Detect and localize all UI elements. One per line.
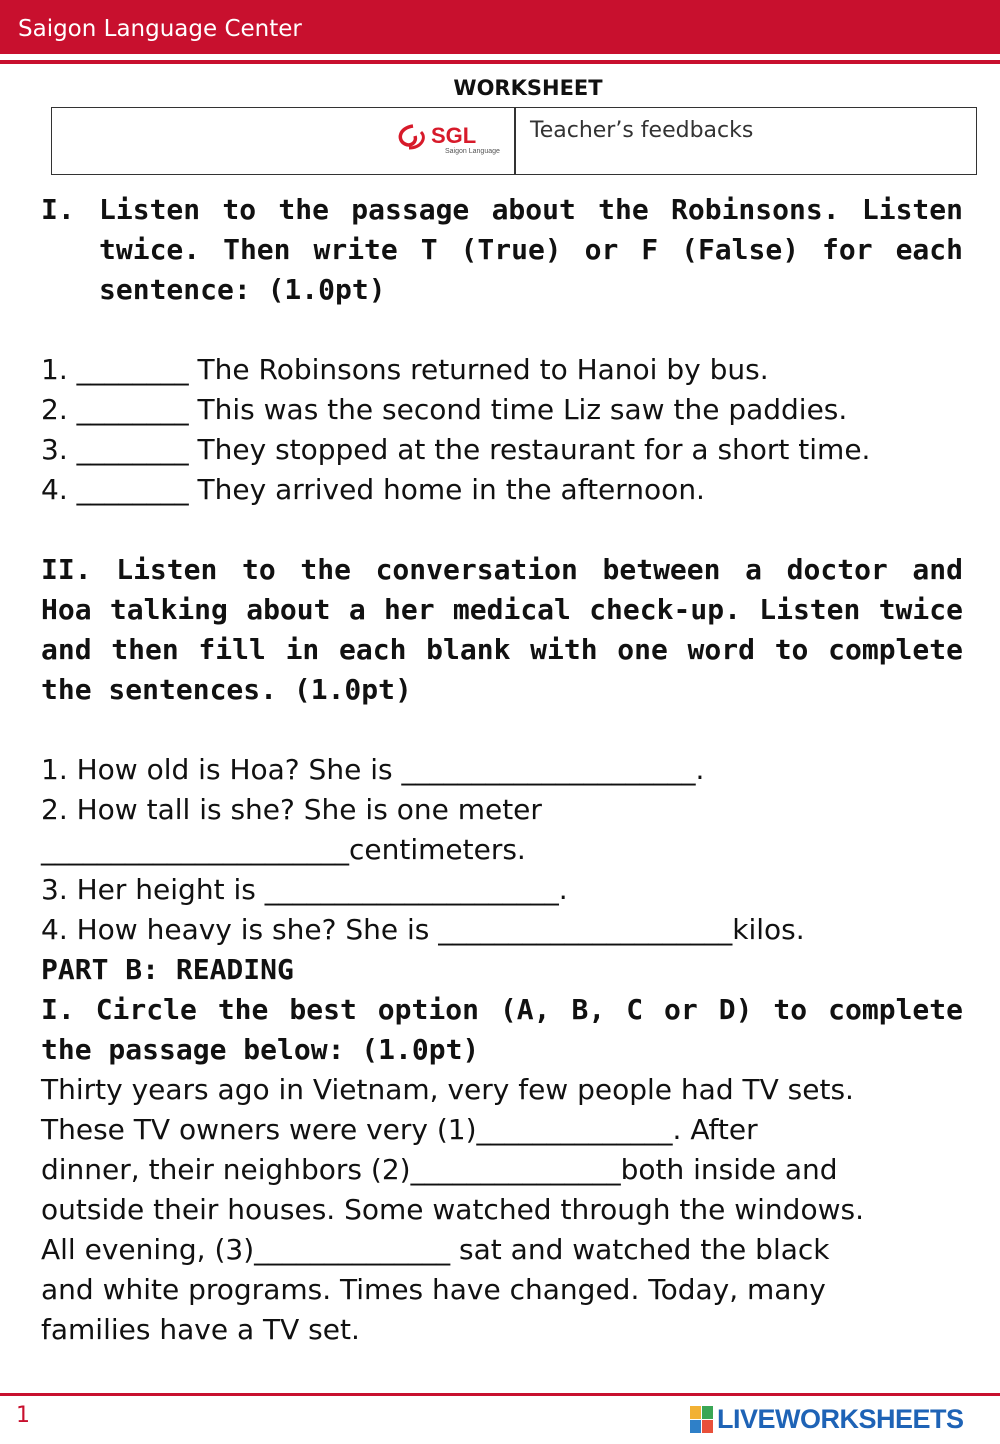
worksheet-content [41, 190, 963, 1350]
liveworksheets-logo [690, 1404, 964, 1435]
section-1-instruction [41, 190, 963, 310]
teacher-feedback-label: Teacher’s feedbacks [530, 118, 754, 143]
logo-text: SGL [431, 123, 477, 148]
header-divider [514, 108, 516, 174]
section-2-item[interactable]: 3. Her height is _____________________. [41, 873, 568, 906]
passage-line[interactable]: All evening, (3)______________ sat and watched the black [41, 1233, 830, 1266]
passage-line[interactable]: These TV owners were very (1)______________. After [41, 1113, 758, 1146]
page-number: 1 [16, 1403, 30, 1428]
part-b-instruction: I. Circle the best option (A, B, C or D) to complete the passage below: (1.0pt) [41, 993, 963, 1066]
section-2-item[interactable]: 1. How old is Hoa? She is _____________________. [41, 753, 705, 786]
passage-line: outside their houses. Some watched through the windows. [41, 1193, 864, 1226]
section-1-text: Listen to the passage about the Robinsons. Listen twice. Then write T (True) or F (False) for each sentence: (1.0pt) [99, 193, 963, 306]
section-1-item[interactable]: 1. ________ The Robinsons returned to Hanoi by bus. [41, 353, 769, 386]
header-rule [0, 60, 1000, 64]
logo-subtext: Saigon Language [445, 148, 500, 155]
passage-line: and white programs. Times have changed. Today, many [41, 1273, 826, 1306]
section-2-item[interactable]: ______________________centimeters. [41, 833, 526, 866]
liveworksheets-brand: LIVEWORKSHEETS [717, 1404, 964, 1434]
section-2-instruction: II. Listen to the conversation between a doctor and Hoa talking about a her medical check-up. Listen twice and then fill in each blank with one word to complete the sentences. (1.0pt) [41, 553, 963, 706]
section-2-item: 2. How tall is she? She is one meter [41, 793, 542, 826]
section-1-item[interactable]: 3. ________ They stopped at the restaurant for a short time. [41, 433, 871, 466]
top-banner [0, 0, 1000, 54]
footer-rule [0, 1393, 1000, 1396]
part-b-title: PART B: READING [41, 953, 294, 986]
passage-line[interactable]: dinner, their neighbors (2)_______________both inside and [41, 1153, 838, 1186]
section-1-item[interactable]: 2. ________ This was the second time Liz saw the paddies. [41, 393, 848, 426]
center-name: Saigon Language Center [18, 16, 302, 42]
section-1-item[interactable]: 4. ________ They arrived home in the afternoon. [41, 473, 705, 506]
passage-line: families have a TV set. [41, 1313, 360, 1346]
section-1-number: I. [41, 193, 75, 226]
passage-line: Thirty years ago in Vietnam, very few people had TV sets. [41, 1073, 854, 1106]
header-info-box [51, 107, 977, 175]
sgl-swoosh-icon [395, 118, 510, 158]
worksheet-title: WORKSHEET [453, 76, 603, 100]
section-2-item[interactable]: 4. How heavy is she? She is _____________________kilos. [41, 913, 805, 946]
liveworksheets-icon [690, 1406, 714, 1434]
sgl-logo [395, 118, 510, 158]
